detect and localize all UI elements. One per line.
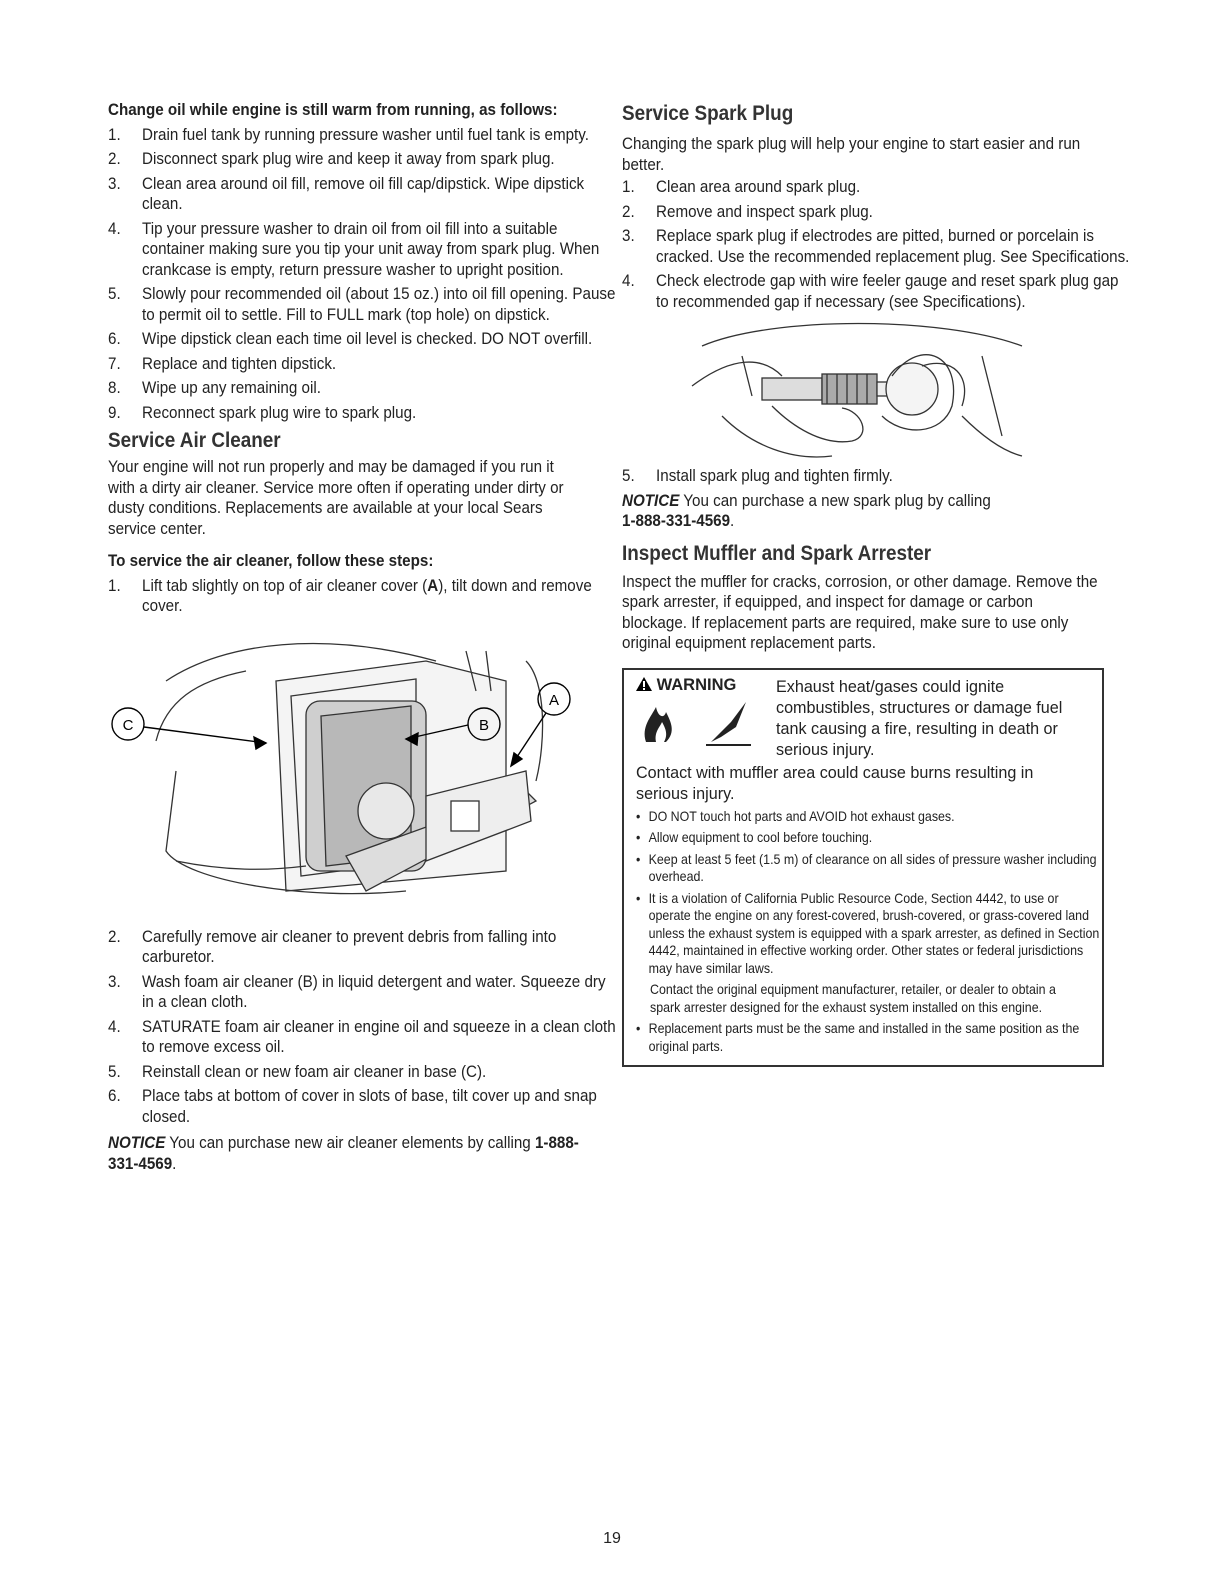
section-heading-air-cleaner: Service Air Cleaner [108,429,281,452]
oil-change-steps [108,125,616,424]
notice-air-cleaner: NOTICE You can purchase new air cleaner elements by calling 1-888-331-4569. [108,1134,579,1173]
page-number: 19 [603,1530,621,1547]
list-item: • DO NOT touch hot parts and AVOID hot exhaust gases. [636,808,955,824]
warning-contact-manufacturer: Contact the original equipment manufacturer, retailer, or dealer to obtain a spark arrester designed for the exhaust system installed on this engine. [650,982,1056,1015]
list-item: • It is a violation of California Public Resource Code, Section 4442, to use or operate the engine on any forest-covered, brush-covered, or grass-covered land unless the exhaust system is equipped with a spark arrester, as defined in Section 4442, maintained in effective working order. Other states or federal jurisdictions may have similar laws. [636,890,1100,976]
warning-lead: Exhaust heat/gases could ignite combustibles, structures or damage fuel tank causing a fire, resulting in death or serious injury. [776,676,1063,759]
list-item: 5. Slowly pour recommended oil (about 15 oz.) into oil fill opening. Pause to permit oil to settle. Fill to FULL mark (top hole) on dipstick. [108,285,616,324]
spark-plug-figure [622,316,1104,466]
list-item: 9. Reconnect spark plug wire to spark plug. [108,403,417,422]
list-item: 5. Reinstall clean or new foam air cleaner in base (C). [108,1062,487,1081]
oil-change-intro: Change oil while engine is still warm from running, as follows: [108,101,558,119]
air-cleaner-figure [106,621,576,921]
warning-triangle-icon [636,677,652,691]
list-item: 2. Disconnect spark plug wire and keep it away from spark plug. [108,150,555,168]
warning-header [636,676,1094,760]
warning-box [622,668,1104,1068]
figure-label-c: C [122,716,134,734]
section-heading-spark-plug: Service Spark Plug [622,102,794,125]
list-item: 1. Drain fuel tank by running pressure washer until fuel tank is empty. [108,125,589,144]
list-item: 5. Install spark plug and tighten firmly. [622,467,893,485]
warning-last-bullet [636,1020,1094,1055]
warning-bullets [636,808,1100,978]
list-item: 2. Carefully remove air cleaner to prevent debris from falling into carburetor. [108,927,557,966]
list-item: • Allow equipment to cool before touching. [636,830,873,845]
figure-label-a: A [548,691,560,709]
list-item: • Keep at least 5 feet (1.5 m) of clearance on all sides of pressure washer including overhead. [636,851,1097,884]
warning-title: WARNING [636,676,776,695]
spark-plug-steps [622,177,1130,312]
list-item: 1. Lift tab slightly on top of air cleaner cover (A), tilt down and remove cover. [108,576,592,615]
list-item: • Replacement parts must be the same and installed in the same position as the original parts. [636,1021,1080,1054]
notice-spark-plug: NOTICE You can purchase a new spark plug by calling 1-888-331-4569. [622,491,991,530]
muffler-text: Inspect the muffler for cracks, corrosion, or other damage. Remove the spark arrester, if equipped, and inspect for damage or carbon blockage. If replacement parts are required, make sure to use only original equipment replacement parts. [622,572,1098,652]
list-item: 4. Check electrode gap with wire feeler gauge and reset spark plug gap to recommended gap if necessary (see Specifications). [622,272,1119,311]
air-cleaner-step1 [108,576,592,617]
list-item: 6. Place tabs at bottom of cover in slots of base, tilt cover up and snap closed. [108,1087,597,1126]
list-item: 1. Clean area around spark plug. [622,178,861,196]
fire-hazard-icon [636,697,756,747]
list-item: 6. Wipe dipstick clean each time oil level is checked. DO NOT overfill. [108,330,593,348]
left-column [108,100,616,1174]
list-item: 4. Tip your pressure washer to drain oil from oil fill into a suitable container making sure you tip your unit away from spark plug. When crankcase is empty, return pressure washer to upright position. [108,219,600,279]
list-item: 3. Wash foam air cleaner (B) in liquid detergent and water. Squeeze dry in a clean cloth. [108,972,606,1011]
spark-plug-intro: Changing the spark plug will help your engine to start easier and run better. [622,135,1081,174]
air-cleaner-intro: Your engine will not run properly and may be damaged if you run it with a dirty air cleaner. Service more often if operating under dirty or dusty conditions. Replacements are available at your local Sears service center. [108,458,564,538]
figure-label-b: B [478,716,490,734]
air-cleaner-subheading: To service the air cleaner, follow these steps: [108,552,434,570]
list-item: 2. Remove and inspect spark plug. [622,202,873,221]
list-item: 3. Replace spark plug if electrodes are pitted, burned or porcelain is cracked. Use the recommended replacement plug. See Specifications. [622,227,1130,266]
list-item: 3. Clean area around oil fill, remove oil fill cap/dipstick. Wipe dipstick clean. [108,174,585,213]
list-item: 7. Replace and tighten dipstick. [108,354,337,373]
list-item: 4. SATURATE foam air cleaner in engine oil and squeeze in a clean cloth to remove excess oil. [108,1017,616,1056]
list-item: 8. Wipe up any remaining oil. [108,379,321,397]
section-heading-muffler: Inspect Muffler and Spark Arrester [622,541,932,565]
right-column [622,100,1130,1067]
air-cleaner-steps [108,927,616,1128]
warning-contact: Contact with muffler area could cause burns resulting in serious injury. [636,762,1034,803]
spark-plug-step5 [622,466,1104,487]
